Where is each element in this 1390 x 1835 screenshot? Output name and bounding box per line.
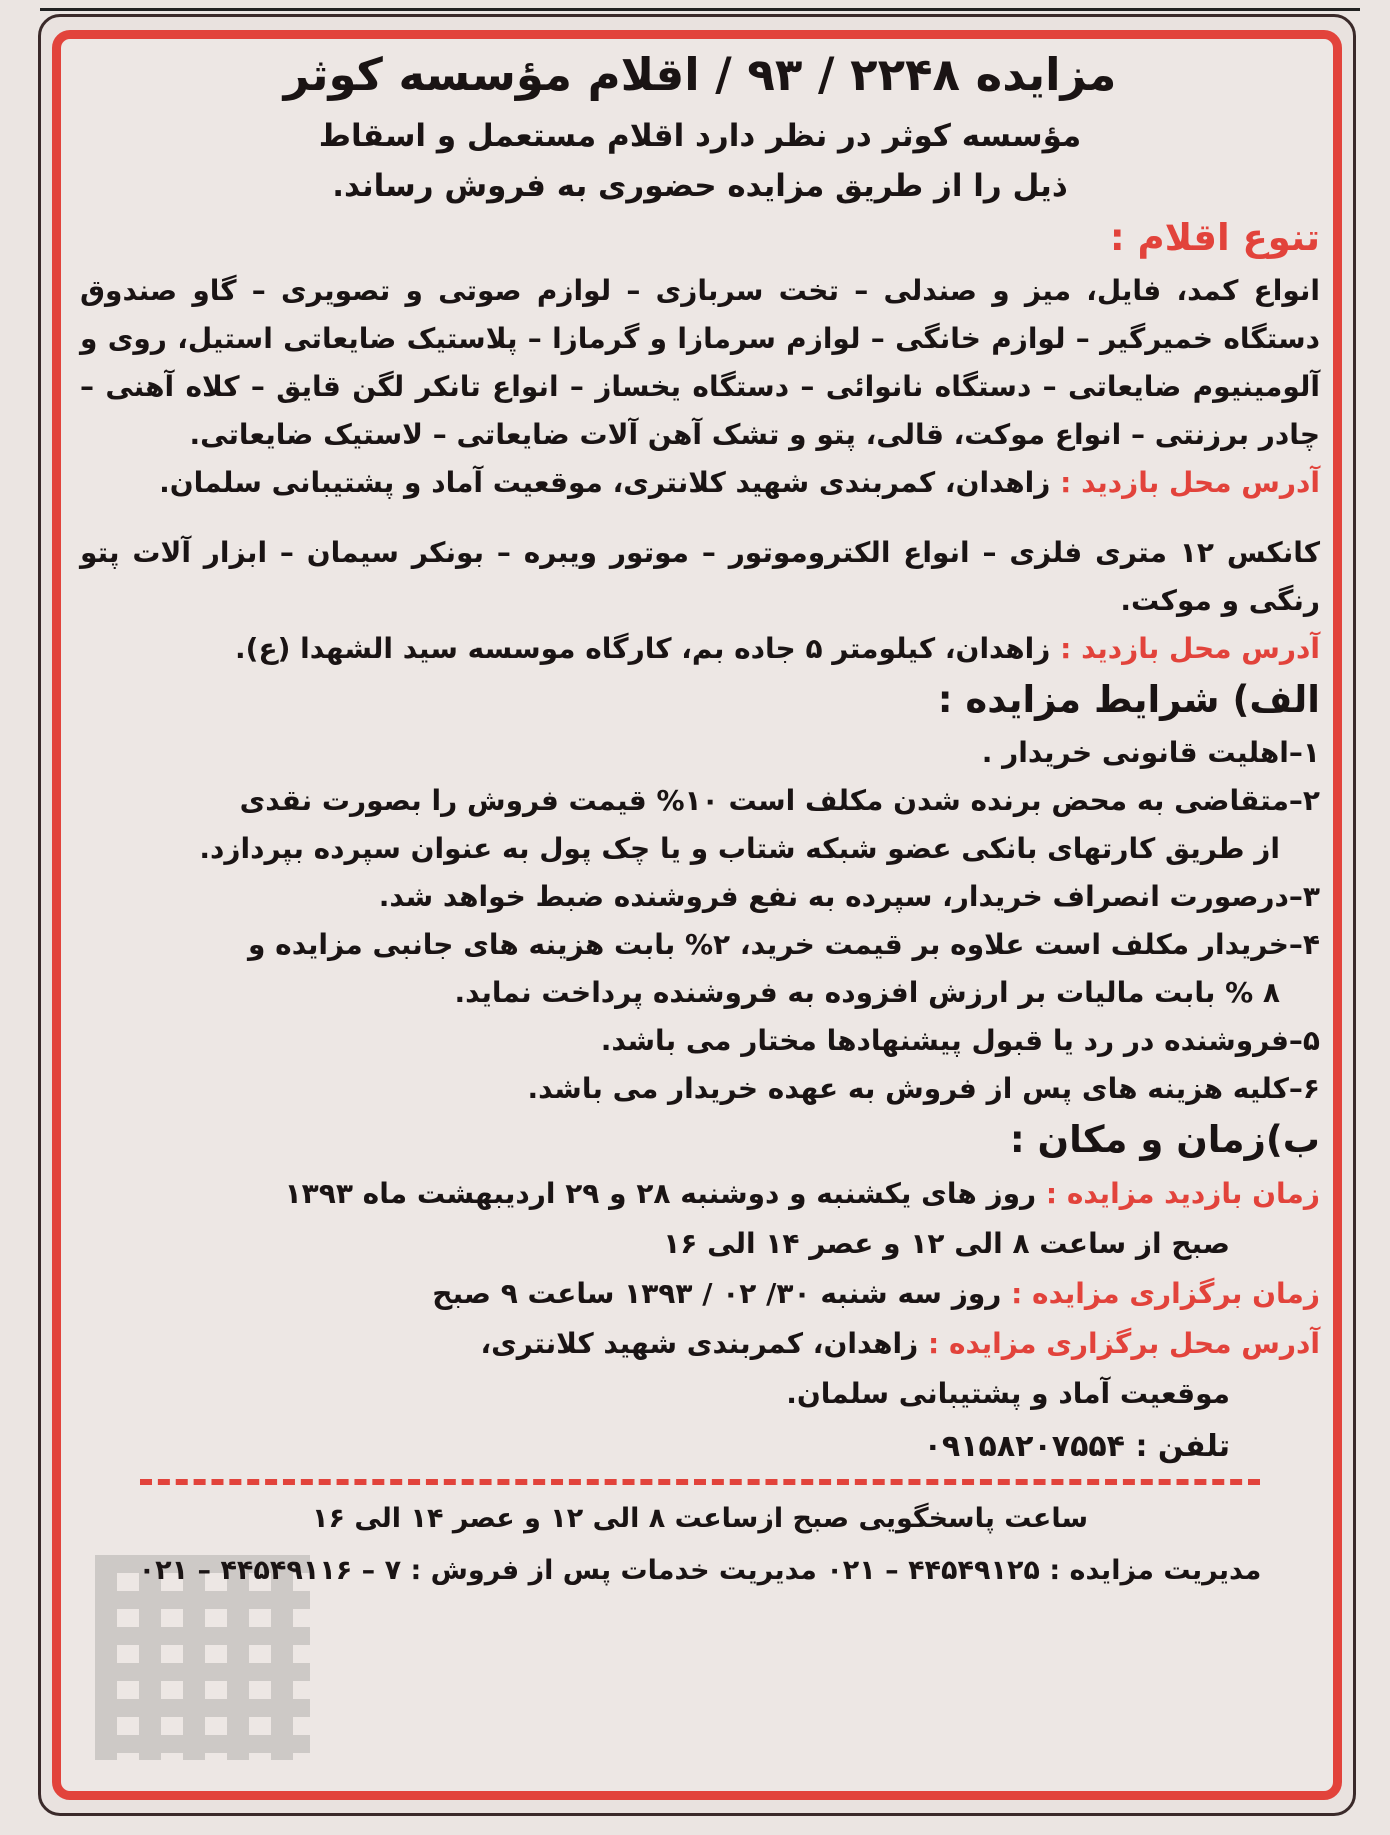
visit-address-text: زاهدان، کمربندی شهید کلانتری، موقعیت آماد و پشتیبانی سلمان. (159, 466, 1051, 499)
items-heading: تنوع اقلام : (1109, 216, 1320, 259)
dashed-divider (140, 1479, 1260, 1485)
conditions-heading: الف) شرایط مزایده : (937, 678, 1320, 721)
visit-address-label: آدرس محل بازدید : (1060, 466, 1320, 499)
condition-5: ۵–فروشنده در رد یا قبول پیشنهادها مختار می باشد. (600, 1024, 1320, 1057)
phone-number: ۰۹۱۵۸۲۰۷۵۵۴ (923, 1429, 1125, 1464)
phone-label: تلفن : (1135, 1429, 1230, 1464)
answer-hours: ساعت پاسخگویی صبح ازساعت ۸ الی ۱۲ و عصر ۱۴ الی ۱۶ (311, 1503, 1089, 1534)
condition-2-cont: از طریق کارتهای بانکی عضو شبکه شتاب و یا چک پول به عنوان سپرده بپردازد. (199, 832, 1280, 865)
condition-4-cont: ۸ % بابت مالیات بر ارزش افزوده به فروشنده پرداخت نماید. (454, 976, 1280, 1009)
intro-line-1: مؤسسه کوثر در نظر دارد اقلام مستعمل و اسقاط (318, 118, 1082, 154)
intro-line-2: ذیل را از طریق مزایده حضوری به فروش رساند. (332, 168, 1068, 204)
top-divider (40, 0, 1360, 11)
visit-time-label: زمان بازدید مزایده : (1045, 1177, 1320, 1210)
visit-address-text-2: زاهدان، کیلومتر ۵ جاده بم، کارگاه موسسه سید الشهدا (ع). (235, 632, 1051, 665)
management-contacts: مدیریت مزایده : ۴۴۵۴۹۱۲۵ – ۰۲۱ مدیریت خدمات پس از فروش : ۷ – ۴۴۵۴۹۱۱۶ – ۰۲۱ (138, 1555, 1262, 1586)
auction-address-cont: موقعیت آماد و پشتیبانی سلمان. (786, 1377, 1230, 1410)
condition-4: ۴–خریدار مکلف است علاوه بر قیمت خرید، ۲% بابت هزینه های جانبی مزایده و (248, 928, 1320, 961)
ad-title: مزایده ۲۲۴۸ / ۹۳ / اقلام مؤسسه کوثر (283, 48, 1117, 101)
phone (80, 1419, 1320, 1475)
auction-time-text: روز سه شنبه ۳۰/ ۰۲ / ۱۳۹۳ ساعت ۹ صبح (432, 1277, 1002, 1310)
auction-address-label: آدرس محل برگزاری مزایده : (928, 1327, 1320, 1360)
visit-address-2 (80, 625, 1320, 673)
visit-time-text: روز های یکشنبه و دوشنبه ۲۸ و ۲۹ اردیبهشت ماه ۱۳۹۳ (284, 1177, 1037, 1210)
items-list-2: کانکس ۱۲ متری فلزی – انواع الکتروموتور – موتور ویبره – بونکر سیمان – ابزار آلات پتو رنگی و موکت. (80, 536, 1320, 617)
items-list-1: انواع کمد، فایل، میز و صندلی – تخت سربازی – لوازم صوتی و تصویری – گاو صندوق دستگاه خمیرگیر – لوازم خانگی – لوازم سرمازا و گرمازا – پلاستیک ضایعاتی استیل، روی و آلومینیوم ضایعاتی – دستگاه نانوائی – دستگاه یخساز – انواع تانکر لگن قایق – کلاه آهنی – چادر برزنتی – انواع موکت، قالی، پتو و تشک آهن آلات ضایعاتی – لاستیک ضایعاتی. (80, 274, 1320, 451)
ad-content (80, 38, 1320, 1597)
condition-6: ۶–کلیه هزینه های پس از فروش به عهده خریدار می باشد. (527, 1072, 1320, 1105)
condition-1: ۱–اهلیت قانونی خریدار . (981, 736, 1320, 769)
auction-time-label: زمان برگزاری مزایده : (1011, 1277, 1320, 1310)
auction-address-text: زاهدان، کمربندی شهید کلانتری، (480, 1327, 919, 1360)
condition-2: ۲–متقاضی به محض برنده شدن مکلف است ۱۰% قیمت فروش را بصورت نقدی (239, 784, 1320, 817)
visit-address-1 (80, 459, 1320, 507)
visit-address-label-2: آدرس محل بازدید : (1060, 632, 1320, 665)
auction-time (80, 1269, 1320, 1319)
time-place-heading: ب)زمان و مکان : (1009, 1118, 1320, 1161)
visit-time (80, 1169, 1320, 1219)
visit-hours: صبح از ساعت ۸ الی ۱۲ و عصر ۱۴ الی ۱۶ (663, 1227, 1230, 1260)
condition-3: ۳–درصورت انصراف خریدار، سپرده به نفع فروشنده ضبط خواهد شد. (378, 880, 1320, 913)
auction-address (80, 1319, 1320, 1369)
